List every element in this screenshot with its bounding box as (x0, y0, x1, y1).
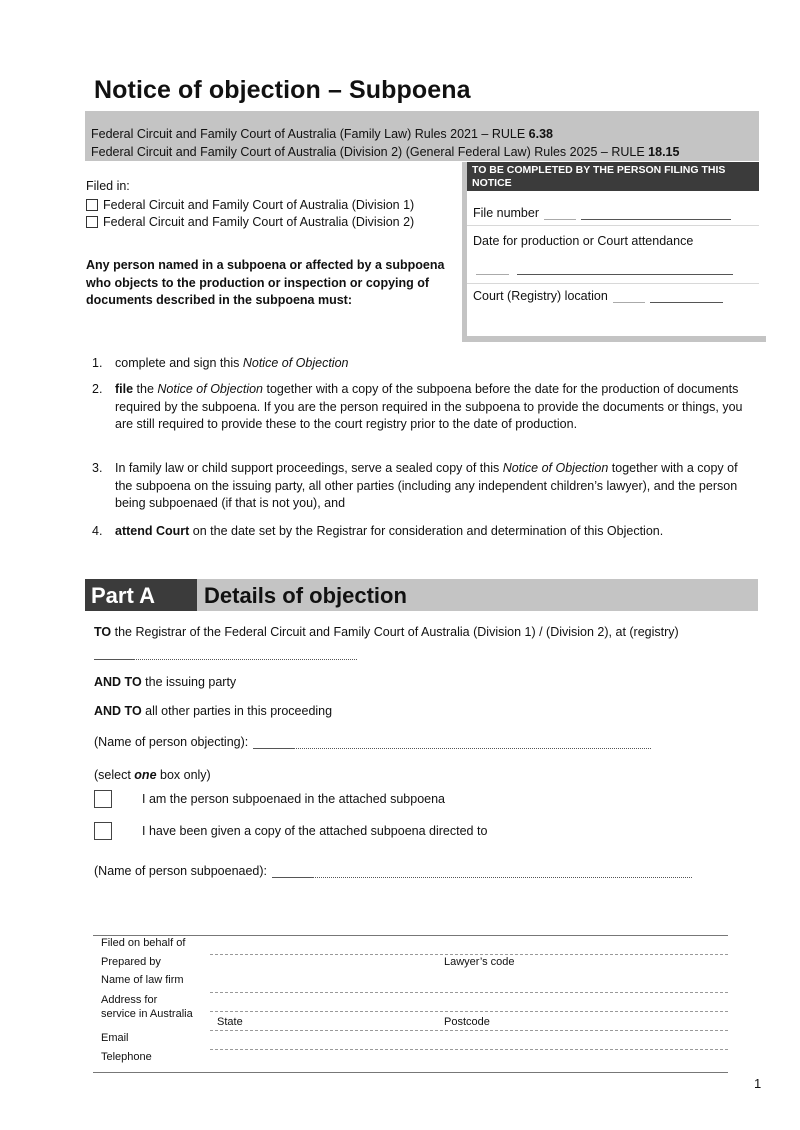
postcode-label: Postcode (444, 1016, 490, 1028)
choice-label: I am the person subpoenaed in the attached subpoena (142, 792, 446, 806)
rule-reference-family-law: Federal Circuit and Family Court of Australia (Family Law) Rules 2021 – RULE 6.38 (91, 127, 554, 141)
file-number-label: File number (473, 206, 539, 220)
state-label: State (217, 1016, 243, 1028)
state-postcode-input[interactable] (210, 1030, 728, 1031)
divider (467, 225, 759, 226)
footer-bottom-rule (93, 1072, 728, 1073)
divider (467, 283, 759, 284)
footer-top-rule (93, 935, 728, 936)
person-objecting-field[interactable] (94, 735, 651, 749)
checkbox[interactable] (86, 216, 98, 228)
checkbox[interactable] (86, 199, 98, 211)
choice-label: I have been given a copy of the attached subpoena directed to (142, 824, 488, 838)
person-objecting-label: (Name of person objecting): (94, 735, 249, 749)
address-input[interactable] (210, 1011, 728, 1012)
rule-number: 6.38 (528, 127, 554, 141)
rule-number: 18.15 (648, 145, 680, 159)
registry-location-field[interactable] (473, 289, 723, 303)
address-label-line-1: Address for (101, 994, 158, 1006)
to-registrar-line: TO the Registrar of the Federal Circuit and Family Court of Australia (Division 1) / (Division 2), at (registry) (94, 625, 679, 639)
file-number-input[interactable] (581, 207, 731, 220)
filing-box-heading: TO BE COMPLETED BY THE PERSON FILING THIS NOTICE (467, 162, 759, 191)
and-to-other-parties: AND TO all other parties in this proceeding (94, 704, 333, 718)
registry-location-label: Court (Registry) location (473, 289, 608, 303)
part-a-label: Part A (85, 579, 197, 611)
page-number: 1 (754, 1076, 762, 1091)
choice-person-subpoenaed[interactable] (94, 790, 445, 808)
part-a-title: Details of objection (204, 583, 407, 608)
option-label: Federal Circuit and Family Court of Australia (Division 2) (103, 215, 415, 229)
and-to-issuing-party: AND TO the issuing party (94, 675, 237, 689)
checkbox[interactable] (94, 790, 112, 808)
person-subpoenaed-field[interactable] (94, 864, 692, 878)
person-objecting-input[interactable] (293, 736, 651, 749)
list-item: 3. In family law or child support proceedings, serve a sealed copy of this Notice of Objection together with a copy of the subpoena on the issuing party, all other parties (including any independent children’s lawyer), and the person being subpoenaed (if that is not you), and (92, 461, 738, 510)
prepared-by-label: Prepared by (101, 956, 161, 968)
intro-instructions: Any person named in a subpoena or affected by a subpoena who objects to the production or inspection or copying of documents described in the subpoena must: (86, 258, 445, 307)
checkbox[interactable] (94, 822, 112, 840)
email-input[interactable] (210, 1049, 728, 1050)
person-subpoenaed-input[interactable] (312, 865, 692, 878)
lawyers-code-label: Lawyer’s code (444, 956, 515, 968)
list-item: 4. attend Court on the date set by the Registrar for consideration and determination of this Objection. (92, 524, 664, 538)
person-subpoenaed-label: (Name of person subpoenaed): (94, 864, 268, 878)
registry-prefix-input[interactable] (613, 290, 645, 303)
choice-given-copy[interactable] (94, 822, 487, 840)
filed-on-behalf-of-input[interactable] (210, 954, 728, 955)
filed-on-behalf-of-label: Filed on behalf of (101, 937, 186, 949)
list-item: 2. file the Notice of Objection together with a copy of the subpoena before the date for the production of documents required by the subpoena. If you are the person required in the subpoena to provide the documents or things, you are still required to provide these to the court registry prior to the date of production. (92, 382, 743, 431)
law-firm-input[interactable] (210, 992, 728, 993)
list-item: 1. complete and sign this Notice of Objection (92, 356, 349, 370)
date-prefix-input[interactable] (476, 262, 509, 275)
telephone-label: Telephone (101, 1051, 152, 1063)
registry-location-input[interactable] (650, 290, 723, 303)
law-firm-label: Name of law firm (101, 974, 184, 986)
rule-reference-general-federal-law: Federal Circuit and Family Court of Australia (Division 2) (General Federal Law) Rules 2025 – RULE 18.15 (91, 145, 680, 159)
address-label-line-2: service in Australia (101, 1008, 193, 1020)
filed-in-option-division-2[interactable] (86, 215, 414, 229)
page-title: Notice of objection – Subpoena (94, 76, 471, 104)
file-number-prefix-input[interactable] (544, 207, 576, 220)
date-field[interactable] (473, 262, 733, 275)
file-number-field[interactable] (473, 206, 731, 220)
select-one-instruction: (select one box only) (94, 768, 211, 782)
date-label: Date for production or Court attendance (473, 234, 694, 248)
filed-in-label: Filed in: (86, 179, 130, 193)
filed-in-option-division-1[interactable] (86, 198, 414, 212)
date-input[interactable] (517, 262, 733, 275)
email-label: Email (101, 1032, 129, 1044)
option-label: Federal Circuit and Family Court of Australia (Division 1) (103, 198, 415, 212)
registry-input[interactable] (94, 647, 357, 663)
